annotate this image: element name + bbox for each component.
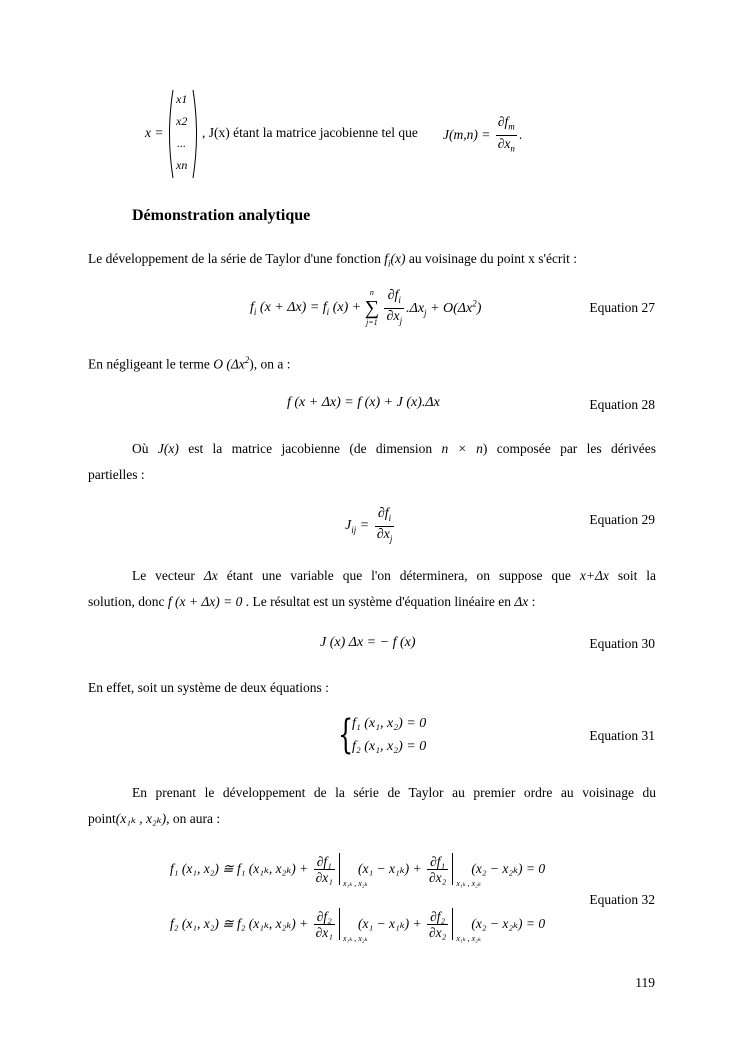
equation-label: Equation 29 — [589, 512, 655, 527]
vector-entry: ... — [177, 136, 186, 150]
section-heading: Démonstration analytique — [132, 207, 311, 224]
equation-27: $f_i$ $(x + \Delta x) = f_i$ (x) + n ∑ j=1 $\frac{\partial f_i}{\partial x_j}$ $.\Delta x_j + O(\Delta x^2)$ — [250, 288, 482, 328]
equation-31: { f₁ (x₁, x₂) = 0 f₂ (x₁, x₂) = 0 — [338, 712, 427, 758]
vector-entry: x2 — [176, 114, 188, 128]
paragraph-cont: solution, donc f (x + Δx) = 0 . Le résultat est un système d'équation linéaire en Δx : — [88, 594, 536, 609]
paragraph-cont: point(x₁ₖ , x₂ₖ), on aura : — [88, 811, 221, 826]
equation-30: J (x) Δx = − f (x) — [320, 635, 416, 650]
paragraph: Le développement de la série de Taylor d'une fonction $f_i(x)$ au voisinage du point x s'écrit : — [88, 251, 578, 269]
x-equals: x = — [145, 125, 164, 140]
paragraph: Le vecteur Δx étant une variable que l'on déterminera, on suppose que x+Δx soit la — [132, 568, 656, 583]
equation-29: $J_{ij}$ = $\frac{\partial f_i}{\partial x_j}$ — [345, 506, 393, 544]
equation-label: Equation 27 — [589, 300, 655, 315]
paragraph: En négligeant le terme O $(\Delta x^2)$, on a : — [88, 355, 291, 372]
paragraph: En effet, soit un système de deux équations : — [88, 680, 329, 695]
equation-32-row1: f₁ (x₁, x₂) ≅ f₁ (x₁ₖ, x₂ₖ) + $\frac{\text{∂f₁}}{\text{∂x₁}}$ x₁ₖ , x₂ₖ (x₁ − x₁ₖ) + $\frac{\text{∂f₁}}{\text{∂x₂}}$ x₁ₖ , x₂ₖ (x₂ − x₂ₖ) = 0 — [170, 853, 546, 888]
equation-32-row2: f₂ (x₁, x₂) ≅ f₂ (x₁ₖ, x₂ₖ) + $\frac{\text{∂f₂}}{\text{∂x₁}}$ x₁ₖ , x₂ₖ (x₁ − x₁ₖ) + $\frac{\text{∂f₂}}{\text{∂x₂}}$ x₁ₖ , x₂ₖ (x₂ − x₂ₖ) = 0 — [170, 908, 546, 943]
jacobian-definition: J(m,n) = $\frac{\partial f_m}{\partial x_n}$ . — [443, 114, 523, 154]
vector-entry: x1 — [176, 92, 188, 106]
vector-entry: xn — [176, 158, 188, 172]
paragraph: Où J(x) est la matrice jacobienne (de dimension n × n) composée par les dérivées — [132, 441, 656, 456]
paragraph: En prenant le développement de la série de Taylor au premier ordre au voisinage du — [132, 785, 656, 800]
vector-x — [165, 88, 201, 180]
page-number: 119 — [635, 975, 655, 990]
equation-label: Equation 28 — [589, 397, 655, 412]
equation-label: Equation 32 — [589, 892, 655, 907]
jacobian-caption: , J(x) étant la matrice jacobienne tel que — [202, 125, 418, 140]
paragraph-cont: partielles : — [88, 467, 145, 482]
equation-label: Equation 30 — [589, 636, 655, 651]
equation-28: f (x + Δx) = f (x) + J (x).Δx — [287, 395, 440, 410]
equation-label: Equation 31 — [589, 728, 655, 743]
